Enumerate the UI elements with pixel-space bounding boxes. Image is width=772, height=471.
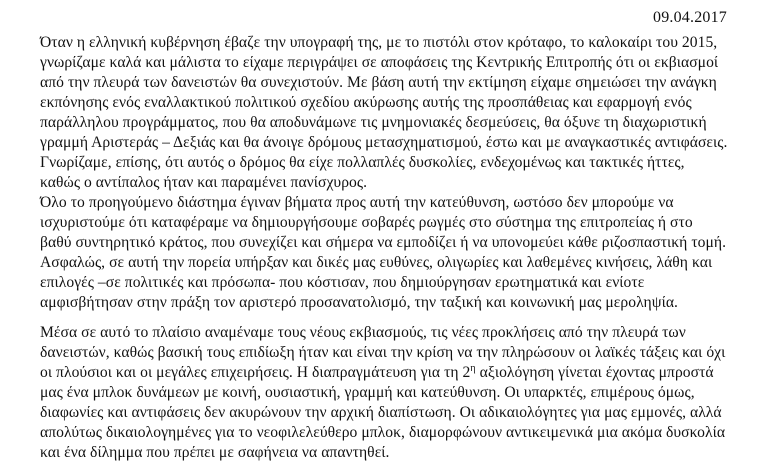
paragraph-line: Όλο το προηγούμενο διάστημα έγιναν βήματα προς αυτή την κατεύθυνση, ωστόσο δεν μπορούμε να bbox=[40, 194, 674, 211]
paragraph-line: ισχυριστούμε ότι καταφέραμε να δημιουργήσουμε σοβαρές ρωγμές στο σύστημα της επιτροπείας ή στο bbox=[40, 214, 693, 231]
document-date: 09.04.2017 bbox=[653, 9, 727, 26]
paragraph-line: γραμμή Αριστεράς – Δεξιάς και θα άνοιγε δρόμους μετασχηματισμού, έστω και με αναγκαστικές αντιφάσεις. bbox=[40, 134, 728, 151]
paragraph-line: Ασφαλώς, σε αυτή την πορεία υπήρξαν και δικές μας ευθύνες, ολιγωρίες και λαθεμένες κινήσεις, λάθη και bbox=[40, 254, 713, 271]
ordinal-superscript: η bbox=[470, 362, 476, 374]
paragraph-line bbox=[40, 363, 714, 383]
paragraph-line: Όταν η ελληνική κυβέρνηση έβαζε την υπογραφή της, με το πιστόλι στον κρόταφο, το καλοκαίρι του 2015, bbox=[40, 34, 718, 51]
paragraph-line: παράλληλου προγράμματος, που θα αποδυνάμωνε τις μνημονιακές δεσμεύσεις, θα όξυνε τη διαχωριστική bbox=[40, 114, 707, 131]
paragraph-line: διαφωνίες και αντιφάσεις δεν ακυρώνουν την αρχική διαπίστωση. Οι αδικαιολόγητες για μας εμμονές, αλλά bbox=[40, 404, 722, 421]
paragraph-line: καθώς ο αντίπαλος ήταν και παραμένει πανίσχυρος. bbox=[40, 174, 368, 191]
paragraph-line: από την πλευρά των δανειστών θα συνεχιστούν. Με βάση αυτή την εκτίμηση είχαμε σημειώσει την ανάγκη bbox=[40, 74, 717, 91]
paragraph-line: επιλογές –σε πολιτικές και πρόσωπα- που κόστισαν, που δημιούργησαν ερωτηματικά και ενίοτε bbox=[40, 274, 645, 291]
paragraph-line: γνωρίζαμε καλά και μάλιστα το είχαμε περιγράψει σε αποφάσεις της Κεντρικής Επιτροπής ότι οι εκβιασμοί bbox=[40, 54, 719, 71]
paragraph-line: μας ένα μπλοκ δυνάμεων με κοινή, ουσιαστική, γραμμή και κατεύθυνση. Οι υπαρκτές, επιμέρους όμως, bbox=[40, 384, 695, 401]
paragraph-line: Γνωρίζαμε, επίσης, ότι αυτός ο δρόμος θα είχε πολλαπλές δυσκολίες, ενδεχομένως και τακτικές ήττες, bbox=[40, 154, 685, 171]
paragraph-line: εκπόνησης ενός εναλλακτικού πολιτικού σχεδίου ακύρωσης αυτής της προσπάθειας και εφαρμογή ενός bbox=[40, 94, 692, 111]
line-text-end: αξιολόγηση γίνεται έχοντας μπροστά bbox=[475, 364, 714, 381]
paragraph-line: Μέσα σε αυτό το πλαίσιο αναμέναμε τους νέους εκβιασμούς, τις νέες προκλήσεις από την πλευρά των bbox=[40, 324, 686, 341]
paragraph-line: και ένα δίλημμα που πρέπει με σαφήνεια να απαντηθεί. bbox=[40, 444, 390, 461]
paragraph-line: βαθύ συντηρητικό κράτος, που συνεχίζει και σήμερα να εμποδίζει ή να υπονομεύει κάθε ριζοσπαστική τομή. bbox=[40, 234, 727, 251]
paragraph-line: δανειστών, καθώς βασική τους επιδίωξη ήταν και είναι την κρίση να την πληρώσουν οι λαϊκές τάξεις και όχι bbox=[40, 344, 726, 361]
line-text-start: οι πλούσιοι και οι μεγάλες επιχειρήσεις. Η διαπραγμάτευση για τη 2 bbox=[40, 364, 471, 381]
paragraph-line: απολύτως δικαιολογημένες για το νεοφιλελεύθερο μπλοκ, διαμορφώνουν αντικειμενικά μια ακόμα δυσκολία bbox=[40, 424, 726, 441]
paragraph-line: αμφισβήτησαν στην πράξη τον αριστερό προσανατολισμό, την ταξική και κοινωνική μας μεροληψία. bbox=[40, 294, 678, 311]
